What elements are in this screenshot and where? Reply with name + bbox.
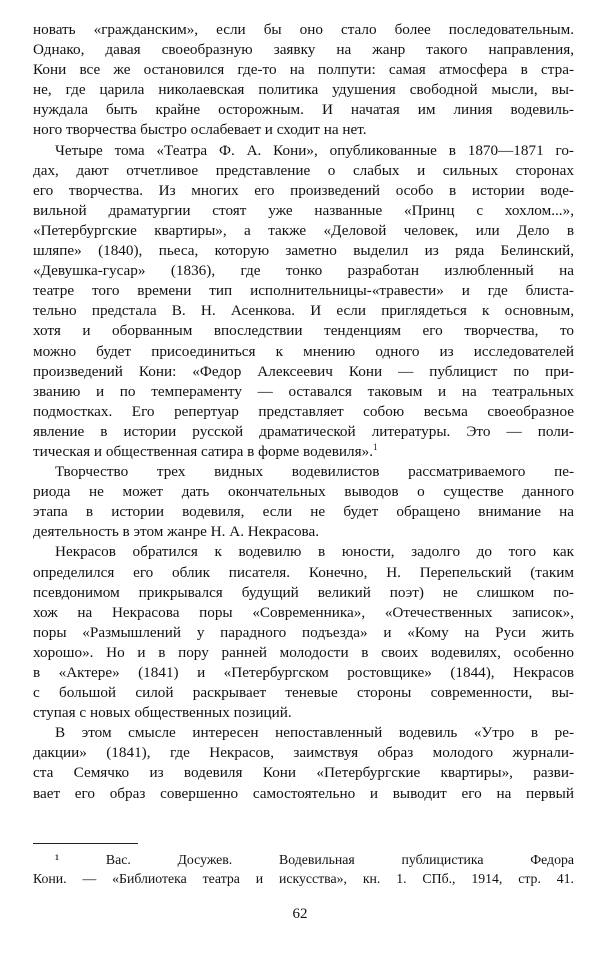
text-line <box>33 442 574 462</box>
text-line-text: Кони все же остановился где-то на полпути: самая атмосфера в стра- <box>33 61 574 79</box>
text-line-text: с большой силой раскрывает теневые стороны современности, вы- <box>33 684 574 702</box>
body-text <box>33 20 574 804</box>
text-line-text: «Девушка-гусар» (1836), где тонко разработан излюбленный на <box>33 262 574 280</box>
text-line-text: ста Семячко из водевиля Кони «Петербургские квартиры», разви- <box>33 764 574 782</box>
text-line-text: Однако, давая своеобразную заявку на жанр такого направления, <box>33 41 574 59</box>
text-line-text: его творчества. Из многих его произведений особо в истории водe- <box>33 181 574 199</box>
text-line <box>33 723 574 743</box>
text-line <box>33 100 574 120</box>
text-line <box>33 462 574 482</box>
text-line-text: ного творчества быстро ослабевает и сходит на нет. <box>33 121 367 139</box>
text-line-text: хотя и оборванным впоследствии тенденциям его творчества, то <box>33 322 574 340</box>
text-line-text: шляпе» (1840), пьеса, которую заметно выделил из ряда Белинский, <box>33 242 574 260</box>
text-line <box>33 583 574 603</box>
text-line <box>33 362 574 382</box>
text-line <box>33 703 574 723</box>
text-line-text: театре того времени тип исполнительницы-«травести» и где блиста- <box>33 282 574 300</box>
text-line-text: Четыре тома «Театра Ф. А. Кони», опубликованные в 1870—1871 го- <box>55 141 574 159</box>
text-line-text: риода не может дать окончательных выводов о существе данного <box>33 483 574 501</box>
text-line <box>33 161 574 181</box>
text-line <box>33 40 574 60</box>
text-line-text: поры «Размышлений у парадного подъезда» и «Кому на Руси жить <box>33 623 574 641</box>
text-line <box>33 261 574 281</box>
text-line <box>33 60 574 80</box>
text-line-text: Некрасов обратился к водевилю в юности, задолго до того как <box>55 543 574 561</box>
footnote-line-text: Кони. — «Библиотека театра и искусства», кн. 1. СПб., 1914, стр. 41. <box>33 871 574 886</box>
text-line <box>33 663 574 683</box>
text-line <box>33 201 574 221</box>
text-line <box>33 120 574 140</box>
text-line-text: вильной драматургии стоят уже названные «Принц с хохлом...», <box>33 201 574 219</box>
text-line <box>33 482 574 502</box>
footnote-marker: 1 <box>373 441 378 452</box>
text-line-text: вает его образ совершенно самостоятельно и выводит его на первый <box>33 784 574 802</box>
text-line <box>33 221 574 241</box>
text-line-text: этапа в истории водевиля, если не будет обращено внимание на <box>33 503 574 521</box>
text-line <box>33 80 574 100</box>
text-line-text: хорошо». Но и в пору ранней молодости в своих водевилях, особенно <box>33 643 574 661</box>
text-line-text: тическая и общественная сатира в форме водевиля». <box>33 442 374 460</box>
text-line-text: произведений Кони: «Федор Алексеевич Кони — публицист по при- <box>33 362 574 380</box>
text-line <box>33 321 574 341</box>
text-line-text: подмостках. Его репертуар представляет собою весьма своеобразное <box>33 402 574 420</box>
text-line <box>33 281 574 301</box>
text-line-text: явление в истории русской драматической литературы. Это — поли- <box>33 422 574 440</box>
text-line-text: нуждала быть крайне осторожным. И начатая им линия водевиль- <box>33 101 574 119</box>
text-line <box>33 683 574 703</box>
text-line <box>33 522 574 542</box>
text-line <box>33 784 574 804</box>
text-line <box>33 301 574 321</box>
text-line-text: В этом смысле интересен непоставленный водевиль «Утро в ре- <box>55 724 574 742</box>
text-line-text: дах, дают отчетливое представление о слабых и сильных сторонах <box>33 161 574 179</box>
text-line <box>33 743 574 763</box>
text-line <box>33 542 574 562</box>
footnote-line <box>33 850 574 869</box>
text-line <box>33 241 574 261</box>
text-line <box>33 181 574 201</box>
footnote-line <box>33 869 574 888</box>
text-line <box>33 643 574 663</box>
footnote <box>33 850 574 888</box>
text-line-text: можно будет присоединиться к мнению одного из исследователей <box>33 342 574 360</box>
text-line <box>33 20 574 40</box>
text-line <box>33 342 574 362</box>
text-line-text: новать «гражданским», если бы оно стало более последовательным. <box>33 21 574 38</box>
text-line <box>33 402 574 422</box>
text-line <box>33 422 574 442</box>
text-line <box>33 382 574 402</box>
text-line-text: хож на Некрасова поры «Современника», «Отечественных записок», <box>33 603 574 621</box>
text-line <box>33 763 574 783</box>
text-line-text: деятельность в этом жанре Н. А. Некрасова. <box>33 523 320 541</box>
text-line-text: Творчество трех видных водевилистов рассматриваемого пе- <box>55 463 574 481</box>
text-line-text: «Петербургские квартиры», а также «Деловой человек, или Дело в <box>33 221 574 239</box>
text-line-text: дакции» (1841), где Некрасов, заимствуя образ молодого журнали- <box>33 744 574 762</box>
text-line-text: званию и по темпераменту — оставался таковым и на театральных <box>33 382 574 400</box>
footnote-rule <box>33 843 138 844</box>
text-line <box>33 502 574 522</box>
page-number: 62 <box>292 906 308 922</box>
text-line-text: псевдонимом прикрывался будущий великий поэт) не слишком по- <box>33 583 574 601</box>
text-line <box>33 603 574 623</box>
text-line-text: определился его облик писателя. Конечно, Н. Перепельский (таким <box>33 563 574 581</box>
text-line <box>33 563 574 583</box>
text-line <box>33 623 574 643</box>
text-line-text: в «Актере» (1841) и «Петербургском ростовщике» (1844), Некрасов <box>33 664 574 681</box>
text-line-text: тельно предстала В. Н. Асенкова. И если приглядеться к основным, <box>33 302 574 320</box>
text-line <box>33 141 574 161</box>
text-line-text: ступая с новых общественных позиций. <box>33 704 292 722</box>
footnote-line-text: ¹ Вас. Досужев. Водевильная публицистика Федора <box>55 852 574 867</box>
text-line-text: не, где царила николаевская политика удушения свободной мысли, вы- <box>33 81 574 99</box>
